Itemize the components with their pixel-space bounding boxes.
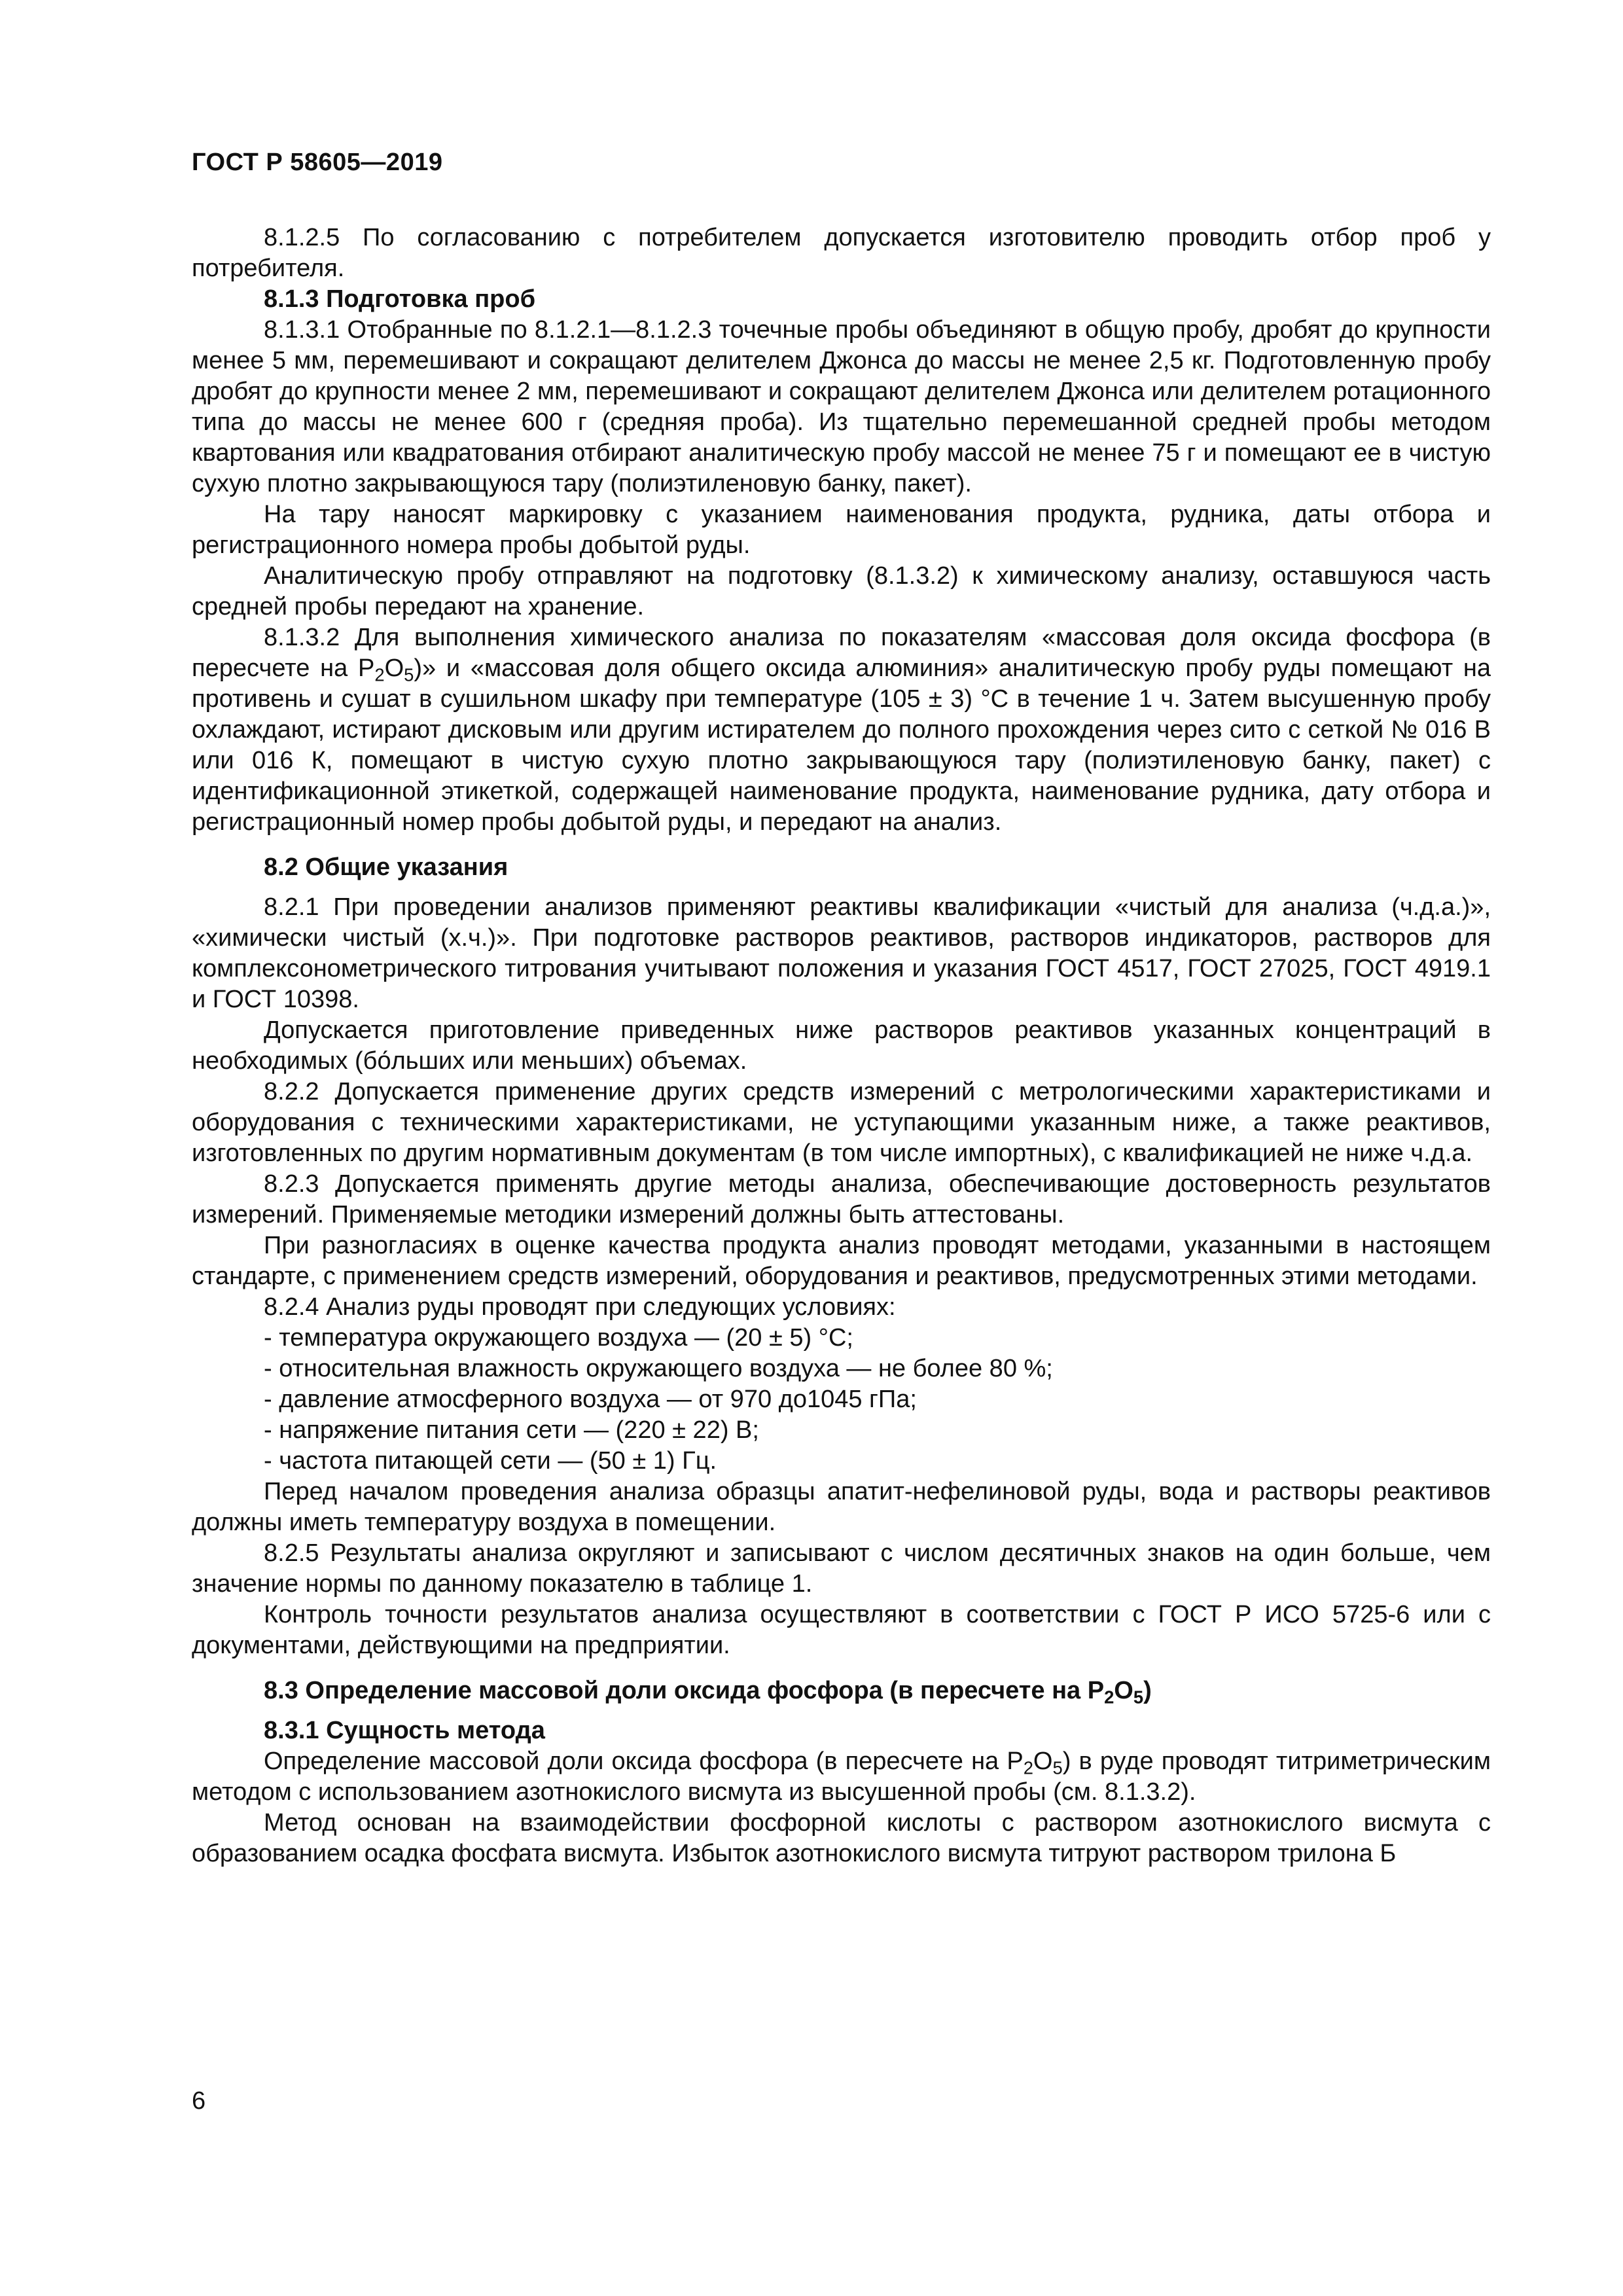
paragraph-8-1-3-2: 8.1.3.2 Для выполнения химического анализа по показателям «массовая доля оксида фосфора (в пересчете на $P_2O_5$)» и «массовая доля общего оксида алюминия» аналитическую пробу руды помещают на противень и сушат в сушильном шкафу при температуре (105 ± 3) °С в течение 1 ч. Затем высушенную пробу охлаждают, истирают дисковым или другим истирателем до полного прохождения через сито с сеткой № 016 В или 016 К, помещают в чистую сухую плотно закрывающуюся тару (полиэтиленовую банку, пакет) с идентификационной этикеткой, содержащей наименование продукта, наименование рудника, дату отбора и регистрационный номер пробы добытой руды, и передают на анализ. xyxy=(192,624,1491,836)
paragraph-analytical-sample: Аналитическую пробу отправляют на подготовку (8.1.3.2) к химическому анализу, оставшуюся часть средней пробы передают на хранение. xyxy=(192,562,1491,620)
heading-8-3-1: 8.3.1 Сущность метода xyxy=(264,1717,545,1744)
condition-item: - напряжение питания сети — (220 ± 22) В; xyxy=(264,1416,759,1444)
paragraph-method-basis: Метод основан на взаимодействии фосфорной кислоты с раствором азотнокислого висмута с образованием осадка фосфата висмута. Избыток азотнокислого висмута титруют раствором трилона Б xyxy=(192,1809,1491,1867)
paragraph-8-2-1: 8.2.1 При проведении анализов применяют реактивы квалификации «чистый для анализа (ч.д.а.)», «химически чистый (х.ч.)». При подготовке растворов реактивов, растворов индикаторов, растворов для комплексонометрического титрования учитывают положения и указания ГОСТ 4517, ГОСТ 27025, ГОСТ 4919.1 и ГОСТ 10398. xyxy=(192,893,1491,1013)
standard-code-header: ГОСТ Р 58605—2019 xyxy=(192,149,443,176)
paragraph-8-2-4: 8.2.4 Анализ руды проводят при следующих условиях: xyxy=(264,1293,896,1321)
document-body xyxy=(192,223,1491,1869)
paragraph-disagreements: При разногласиях в оценке качества продукта анализ проводят методами, указанными в настоящем стандарте, с применением средств измерений, оборудования и реактивов, предусмотренных этими методами. xyxy=(192,1232,1491,1290)
condition-item: - частота питающей сети — (50 ± 1) Гц. xyxy=(264,1447,717,1475)
condition-item: - давление атмосферного воздуха — от 970 до1045 гПа; xyxy=(264,1386,917,1413)
paragraph-8-1-2-5: 8.1.2.5 По согласованию с потребителем допускается изготовителю проводить отбор проб у потребителя. xyxy=(192,224,1491,282)
paragraph-8-2-2: 8.2.2 Допускается применение других средств измерений с метрологическими характеристиками и оборудования с техническими характеристиками, не уступающими указанным ниже, а также реактивов, изготовленных по другим нормативным документам (в том числе импортных), с квалификацией не ниже ч.д.а. xyxy=(192,1078,1491,1167)
heading-8-1-3: 8.1.3 Подготовка проб xyxy=(264,285,536,313)
paragraph-before-analysis: Перед началом проведения анализа образцы апатит-нефелиновой руды, вода и растворы реактивов должны иметь температуру воздуха в помещении. xyxy=(192,1478,1491,1536)
paragraph-tara-marking: На тару наносят маркировку с указанием наименования продукта, рудника, даты отбора и регистрационного номера пробы добытой руды. xyxy=(192,501,1491,559)
heading-8-3: 8.3 Определение массовой доли оксида фосфора (в пересчете на $P_2O_5$) xyxy=(264,1677,1152,1708)
paragraph-8-2-5: 8.2.5 Результаты анализа округляют и записывают с числом десятичных знаков на один больше, чем значение нормы по данному показателю в таблице 1. xyxy=(192,1539,1491,1598)
paragraph-8-1-3-1: 8.1.3.1 Отобранные по 8.1.2.1—8.1.2.3 точечные пробы объединяют в общую пробу, дробят до крупности менее 5 мм, перемешивают и сокращают делителем Джонса до массы не менее 2,5 кг. Подготовленную пробу дробят до крупности менее 2 мм, перемешивают и сокращают делителем Джонса или делителем ротационного типа до массы не менее 600 г (средняя проба). Из тщательно перемешанной средней пробы методом квартования или квадратования отбирают аналитическую пробу массой не менее 75 г и помещают ее в чистую сухую плотно закрывающуюся тару (полиэтиленовую банку, пакет). xyxy=(192,316,1491,497)
page-number: 6 xyxy=(192,2087,206,2115)
paragraph-8-2-3: 8.2.3 Допускается применять другие методы анализа, обеспечивающие достоверность результатов измерений. Применяемые методики измерений должны быть аттестованы. xyxy=(192,1170,1491,1229)
condition-item: - относительная влажность окружающего воздуха — не более 80 %; xyxy=(264,1355,1053,1382)
heading-8-2: 8.2 Общие указания xyxy=(264,853,508,881)
condition-item: - температура окружающего воздуха — (20 ± 5) °С; xyxy=(264,1324,853,1352)
paragraph-accuracy-control: Контроль точности результатов анализа осуществляют в соответствии с ГОСТ Р ИСО 5725-6 или с документами, действующими на предприятии. xyxy=(192,1601,1491,1659)
paragraph-solutions-volumes: Допускается приготовление приведенных ниже растворов реактивов указанных концентраций в необходимых (бо́льших или меньших) объемах. xyxy=(192,1016,1491,1075)
paragraph-method-definition: Определение массовой доли оксида фосфора (в пересчете на $P_2O_5$) в руде проводят титриметрическим методом с использованием азотнокислого висмута из высушенной пробы (см. 8.1.3.2). xyxy=(192,1748,1491,1806)
